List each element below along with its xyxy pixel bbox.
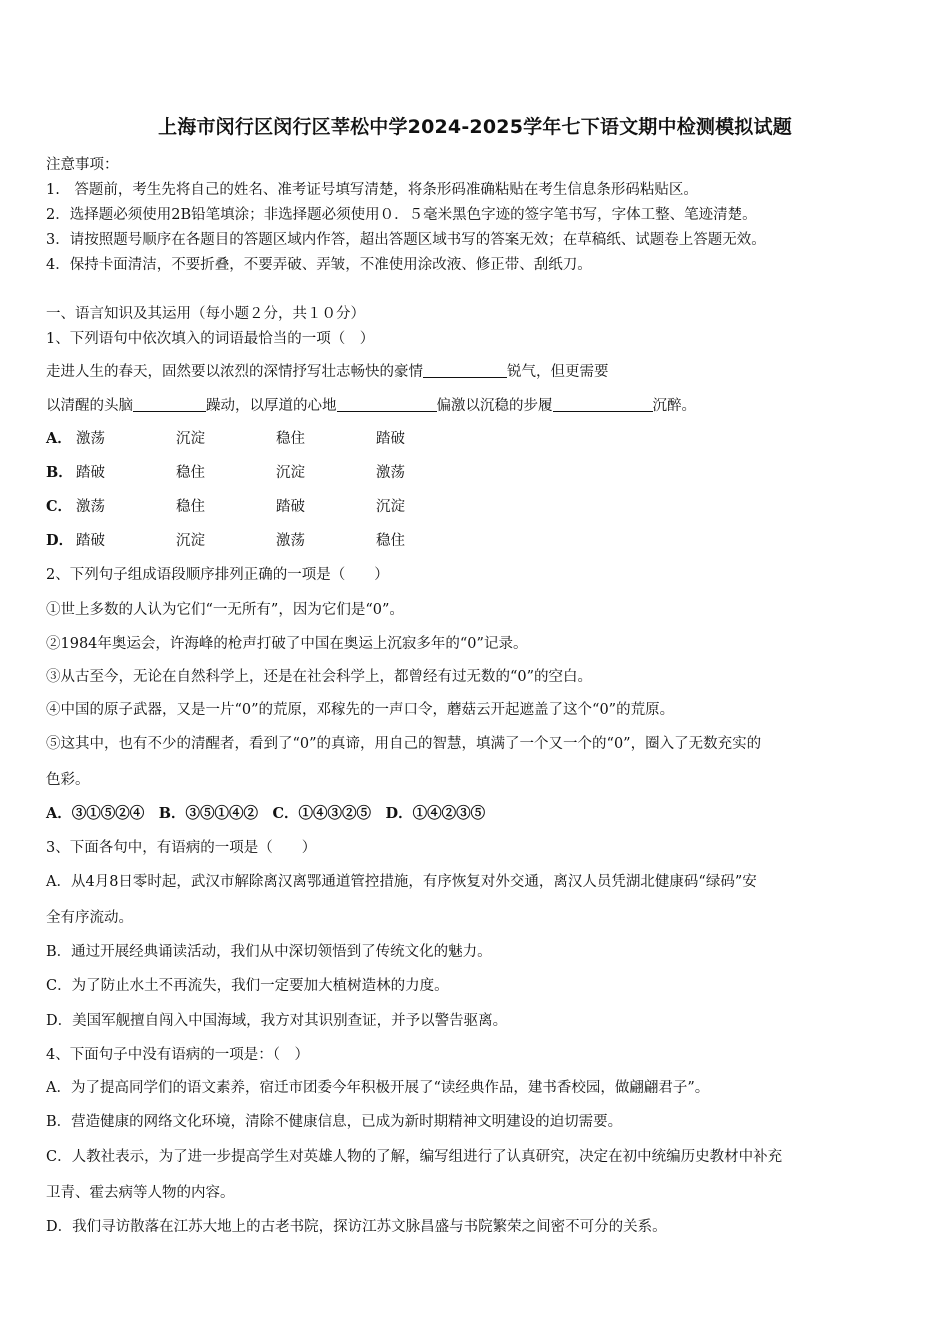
q1-text-b4: 沉醉。 xyxy=(652,398,696,414)
option-label: B． xyxy=(46,464,73,481)
q1-text-line-2 xyxy=(46,394,696,415)
q2-sentence-3: ③从古至今，无论在自然科学上，还是在社会科学上，都曾经有过无数的“0”的空白。 xyxy=(46,669,593,685)
option-label: A． xyxy=(46,430,72,447)
notice-item-3: 3．请按照题号顺序在各题目的答题区域内作答，超出答题区域书写的答案无效；在草稿纸、试题卷上答题无效。 xyxy=(46,232,766,248)
notice-item-2: 2．选择题必须使用2B铅笔填涂；非选择题必须使用０．５毫米黑色字迹的签字笔书写，字体工整、笔迹清楚。 xyxy=(46,207,757,223)
q2-options[interactable]: A．③①⑤②④ B．③⑤①④② C．①④③②⑤ D．①④②③⑤ xyxy=(46,805,486,822)
q1-text-a2: 锐气，但更需要 xyxy=(507,364,609,380)
q1-option-d[interactable] xyxy=(46,529,476,550)
q2-sentence-5: ⑤这其中，也有不少的清醒者，看到了“0”的真谛，用自己的智慧，填满了一个又一个的“0”，圈入了无数充实的 xyxy=(46,736,762,752)
q1-option-c[interactable] xyxy=(46,495,476,516)
q2-sentence-1: ①世上多数的人认为它们“一无所有”，因为它们是“0”。 xyxy=(46,602,404,618)
q4-stem: 4、下面句子中没有语病的一项是：（ ） xyxy=(46,1047,309,1063)
q3-stem: 3、下面各句中，有语病的一项是（ ） xyxy=(46,840,317,856)
option-word: 稳住 xyxy=(376,533,405,549)
q4-option-a[interactable]: A．为了提高同学们的语文素养，宿迁市团委今年积极开展了“读经典作品，建书香校园，做翩翩君子”。 xyxy=(46,1080,710,1096)
q1-text-b2: 躁动，以厚道的心地 xyxy=(206,398,337,414)
q4-option-d[interactable]: D．我们寻访散落在江苏大地上的古老书院，探访江苏文脉昌盛与书院繁荣之间密不可分的关系。 xyxy=(46,1219,667,1235)
q3-option-a[interactable]: A．从4月8日零时起，武汉市解除离汉离鄂通道管控措施，有序恢复对外交通，离汉人员凭湖北健康码“绿码”安 xyxy=(46,874,757,890)
q1-option-b[interactable] xyxy=(46,461,476,482)
option-word: 沉淀 xyxy=(276,465,305,481)
q4-option-c[interactable]: C．人教社表示，为了进一步提高学生对英雄人物的了解，编写组进行了认真研究，决定在初中统编历史教材中补充 xyxy=(46,1149,783,1165)
q2-sentence-5-cont: 色彩。 xyxy=(46,772,90,788)
q1-option-a[interactable] xyxy=(46,427,476,448)
option-word: 激荡 xyxy=(376,465,405,481)
notice-item-4: 4．保持卡面清洁，不要折叠，不要弄破、弄皱，不准使用涂改液、修正带、刮纸刀。 xyxy=(46,257,592,273)
option-word: 踏破 xyxy=(76,465,105,481)
notice-heading: 注意事项： xyxy=(46,157,119,173)
option-word: 沉淀 xyxy=(176,533,205,549)
answer-blank xyxy=(553,410,653,412)
option-word: 踏破 xyxy=(376,431,405,447)
option-word: 稳住 xyxy=(176,465,205,481)
q1-text-b1: 以清醒的头脑 xyxy=(46,398,133,414)
option-word: 激荡 xyxy=(276,533,305,549)
option-word: 沉淀 xyxy=(176,431,205,447)
q1-text-a1: 走进人生的春天，固然要以浓烈的深情抒写壮志畅快的豪情 xyxy=(46,364,423,380)
section-heading: 一、语言知识及其运用（每小题２分，共１０分） xyxy=(46,306,365,322)
answer-blank xyxy=(337,410,437,412)
q1-text-line-1 xyxy=(46,360,609,381)
option-word: 稳住 xyxy=(176,499,205,515)
q3-option-d[interactable]: D．美国军舰擅自闯入中国海域，我方对其识别查证，并予以警告驱离。 xyxy=(46,1013,508,1029)
q1-text-b3: 偏激以沉稳的步履 xyxy=(436,398,553,414)
q2-sentence-4: ④中国的原子武器，又是一片“0”的荒原，邓稼先的一声口令，蘑菇云开起遮盖了这个“0”的荒原。 xyxy=(46,702,675,718)
option-word: 沉淀 xyxy=(376,499,405,515)
q1-stem: 1、下列语句中依次填入的词语最恰当的一项（ ） xyxy=(46,331,375,347)
answer-blank xyxy=(423,376,507,378)
option-word: 踏破 xyxy=(76,533,105,549)
q3-option-a-cont: 全有序流动。 xyxy=(46,910,133,926)
option-label: D． xyxy=(46,532,74,549)
q2-stem: 2、下列句子组成语段顺序排列正确的一项是（ ） xyxy=(46,567,389,583)
q4-option-c-cont: 卫青、霍去病等人物的内容。 xyxy=(46,1185,235,1201)
option-word: 踏破 xyxy=(276,499,305,515)
option-label: C． xyxy=(46,498,73,515)
option-word: 激荡 xyxy=(76,499,105,515)
q2-sentence-2: ②1984年奥运会，许海峰的枪声打破了中国在奥运上沉寂多年的“0”记录。 xyxy=(46,636,528,652)
option-word: 稳住 xyxy=(276,431,305,447)
page-title: 上海市闵行区闵行区莘松中学2024-2025学年七下语文期中检测模拟试题 xyxy=(158,116,792,138)
option-word: 激荡 xyxy=(76,431,105,447)
q4-option-b[interactable]: B．营造健康的网络文化环境，清除不健康信息，已成为新时期精神文明建设的迫切需要。 xyxy=(46,1114,623,1130)
q3-option-c[interactable]: C．为了防止水土不再流失，我们一定要加大植树造林的力度。 xyxy=(46,978,449,994)
answer-blank xyxy=(133,410,206,412)
q3-option-b[interactable]: B．通过开展经典诵读活动，我们从中深切领悟到了传统文化的魅力。 xyxy=(46,944,492,960)
notice-item-1: 1. 答题前，考生先将自己的姓名、准考证号填写清楚，将条形码准确粘贴在考生信息条形码粘贴区。 xyxy=(46,182,698,198)
